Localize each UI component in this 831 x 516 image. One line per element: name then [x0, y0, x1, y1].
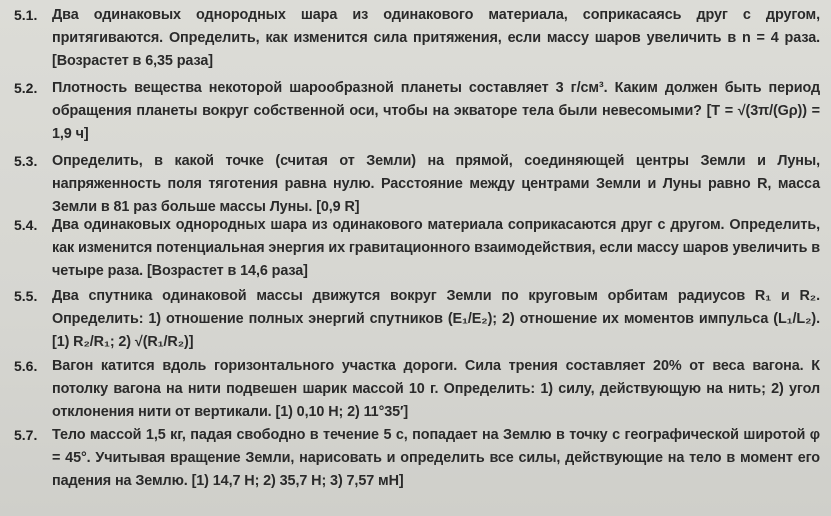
- problem-text: Тело массой 1,5 кг, падая свободно в течение 5 с, попадает на Землю в точку с географической широтой φ = 45°. Учитывая вращение Земли, нарисовать и определить все силы, действующие на тело в момент его падения на Землю.: [52, 427, 820, 489]
- problem-text: Два одинаковых однородных шара из одинакового материала, соприкасаясь друг с другом, притягиваются. Определить, как изменится сила притяжения, если массу шаров увеличить в n = 4 раза.: [52, 7, 820, 46]
- problem-body: [52, 285, 820, 354]
- problem-answer: [Возрастет в 14,6 раза]: [146, 263, 308, 279]
- problem-number: 5.2.: [14, 80, 38, 96]
- problem-number: 5.7.: [14, 427, 38, 443]
- problem-body: [52, 355, 820, 424]
- problem-answer: [1) R₂/R₁; 2) √(R₁/R₂)]: [52, 334, 194, 350]
- problem-answer: [T = √(3π/(Gρ)) = 1,9 ч]: [52, 103, 820, 142]
- problem-body: [52, 424, 820, 493]
- problem-body: [52, 77, 820, 146]
- problem-body: [52, 214, 820, 283]
- problem-answer: [1) 0,10 Н; 2) 11°35′]: [275, 404, 409, 420]
- problem-number: 5.4.: [14, 217, 38, 233]
- problem-number: 5.1.: [14, 7, 38, 23]
- problem-answer: [1) 14,7 Н; 2) 35,7 Н; 3) 7,57 мН]: [191, 473, 404, 489]
- problem-text: Два спутника одинаковой массы движутся вокруг Земли по круговым орбитам радиусов R₁ и R₂. Определить: 1) отношение полных энергий спутников (E₁/E₂); 2) отношение их моментов импульса (L₁/L₂).: [52, 288, 820, 327]
- problem-number: 5.6.: [14, 358, 38, 374]
- problem-text: Два одинаковых однородных шара из одинакового материала соприкасаются друг с другом. Определить, как изменится потенциальная энергия их гравитационного взаимодействия, если массу шаров увеличить в четыре раза.: [52, 217, 820, 279]
- problem-answer: [Возрастет в 6,35 раза]: [52, 53, 213, 69]
- problem-body: [52, 150, 820, 219]
- problem-answer: [0,9 R]: [316, 199, 360, 215]
- problem-number: 5.3.: [14, 153, 38, 169]
- problem-text: Плотность вещества некоторой шарообразной планеты составляет 3 г/см³. Каким должен быть период обращения планеты вокруг собственной оси, чтобы на экваторе тела были невесомыми?: [52, 80, 820, 119]
- problem-number: 5.5.: [14, 288, 38, 304]
- problem-text: Определить, в какой точке (считая от Земли) на прямой, соединяющей центры Земли и Луны, напряженность поля тяготения равна нулю. Расстояние между центрами Земли и Луны равно R, масса Земли в 81 раз больше массы Луны.: [52, 153, 820, 215]
- problem-text: Вагон катится вдоль горизонтального участка дороги. Сила трения составляет 20% от веса вагона. К потолку вагона на нити подвешен шарик массой 10 г. Определить: 1) силу, действующую на нить; 2) угол отклонения нити от вертикали.: [52, 358, 820, 420]
- problem-body: [52, 4, 820, 73]
